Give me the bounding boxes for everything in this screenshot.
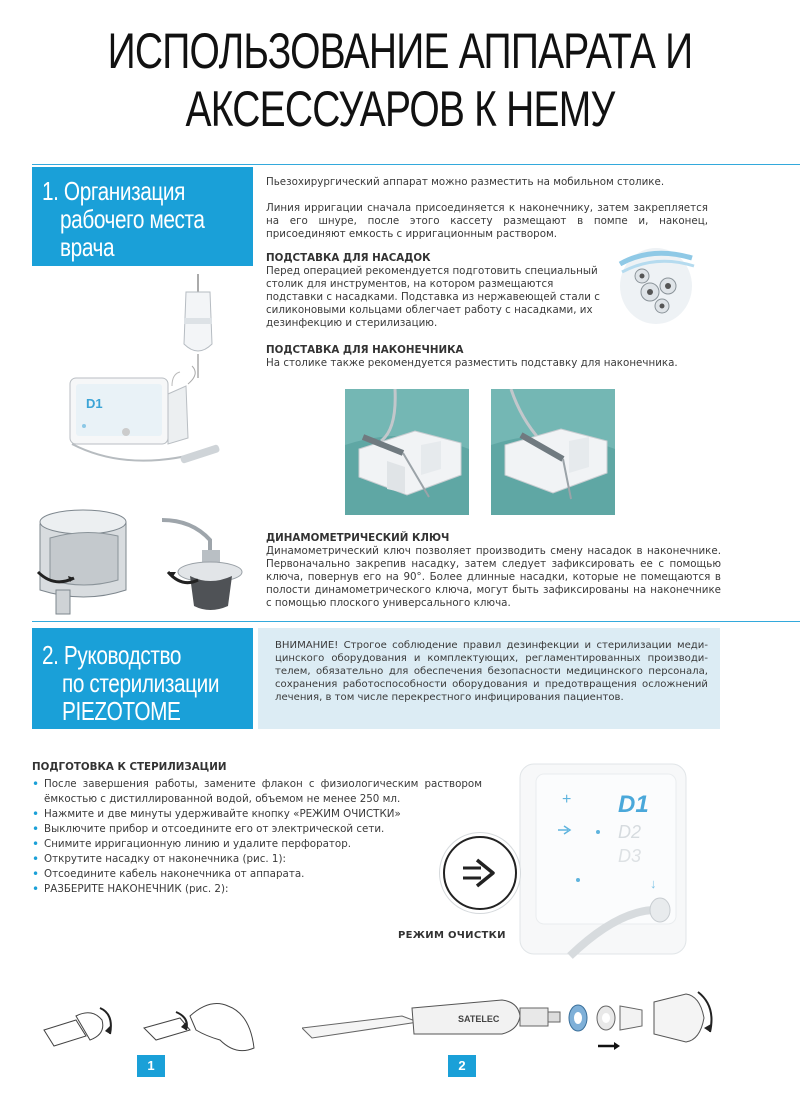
panel-screen-d1: D1 [618, 791, 649, 818]
fig-2-image [302, 978, 722, 1056]
section-2-heading-line-1: 2. Руководство [42, 640, 182, 670]
tip-stand-image [612, 236, 696, 328]
handpiece-stand-text: На столике также рекомендуется разместить подставку для наконечника. [266, 357, 678, 369]
plus-icon: + [562, 791, 572, 808]
device-screen-label: D1 [86, 396, 103, 411]
list-item: • Снимите ирригационную линию и удалите перфоратор. [32, 837, 482, 852]
handpiece-stand-photo-1 [345, 389, 469, 515]
brand-label: SATELEC [458, 1014, 500, 1024]
tips-stand-title: ПОДСТАВКА ДЛЯ НАСАДОК [266, 252, 431, 264]
fig-2-badge: 2 [448, 1055, 476, 1077]
fig-1-image [40, 990, 270, 1060]
list-item: • Отсоедините кабель наконечника от аппарата. [32, 867, 482, 882]
handpiece-stand-title: ПОДСТАВКА ДЛЯ НАКОНЕЧНИКА [266, 344, 464, 356]
panel-screen-d2: D2 [618, 822, 642, 842]
wrench-block [266, 532, 721, 610]
section-2-heading-line-3: PIEZOTOME [62, 696, 181, 726]
intro-text: Пьезохирургический аппарат можно разместить на мобильном столике. [266, 176, 665, 188]
divider [32, 621, 800, 622]
handpiece-stand-photo-2 [491, 389, 615, 515]
piezo-device-image [60, 274, 250, 484]
tip-wrench-image [152, 510, 248, 614]
wrench-image [34, 502, 134, 620]
handpiece-stand-block [266, 344, 706, 370]
list-item: • Выключите прибор и отсоедините его от электрической сети. [32, 822, 482, 837]
page-title-line-1: ИСПОЛЬЗОВАНИЕ АППАРАТА И [107, 23, 693, 79]
page-title-line-2: АКСЕССУАРОВ К НЕМУ [185, 81, 615, 137]
page-title [88, 22, 712, 138]
wrench-text: Динамометрический ключ позволяет производить смену насадок в наконечнике. Первоначально закрепив насадку, затем следует зафиксировать ее с помощью ключа, повернув его на 90°. Более длинные насадки, которые не помещаются в полости динамометрического ключа, могут быть зафиксированы на наконечнике с помощью плоского универсального ключа. [266, 545, 721, 609]
prep-title: ПОДГОТОВКА К СТЕРИЛИЗАЦИИ [32, 761, 227, 773]
section-1-heading-line-3: врача [60, 232, 115, 262]
section-1-heading-line-1: 1. Организация [42, 176, 185, 206]
tips-stand-text: Перед операцией рекомендуется подготовить специальный столик для инструментов, на котором размещаются подставки с насадками. Подставка из нержавеющей стали с силиконовыми кольцами облегчает работу с насадками, их дезинфекцию и стерилизацию. [266, 265, 600, 329]
list-item: • После завершения работы, замените флакон с физиологическим раствором ёмкостью с дистиллированной водой, объемом не менее 250 мл. [32, 777, 482, 807]
device-panel-image [510, 760, 690, 960]
arrow-down-icon: ↓ [650, 876, 657, 891]
list-item: • Открутите насадку от наконечника (рис. 1): [32, 852, 482, 867]
cleaning-mode-icon [443, 836, 517, 910]
list-item: • Нажмите и две минуты удерживайте кнопку «РЕЖИМ ОЧИСТКИ» [32, 807, 482, 822]
panel-screen-d3: D3 [618, 846, 642, 866]
warning-text: ВНИМАНИЕ! Строгое соблюдение правил дезинфекции и стерилизации меди-цинского оборудования и комплектующих, регламентированных производи-телем, обязательно для обеспечения безопасности медицинского персонала, сохранения работоспособности оборудования и предотвращения осложнений лечения, в том числе перекрестного инфицирования пациентов. [275, 640, 708, 703]
tips-stand-block [266, 252, 606, 330]
divider [32, 164, 800, 165]
section-2-heading-line-2: по стерилизации [62, 668, 220, 698]
prep-steps-list [32, 777, 482, 897]
fig-1-badge: 1 [137, 1055, 165, 1077]
section-1-heading [32, 167, 253, 266]
list-item: • РАЗБЕРИТЕ НАКОНЕЧНИК (рис. 2): [32, 882, 482, 897]
wrench-title: ДИНАМОМЕТРИЧЕСКИЙ КЛЮЧ [266, 532, 450, 544]
warning-box [258, 628, 720, 729]
section-2-heading [32, 628, 253, 729]
irrigation-text: Линия ирригации сначала присоединяется к наконечнику, затем закрепляется на его шнуре, после этого кассету размещают в помпе и, наконец, присоединяют емкость с ирригационным раствором. [266, 202, 708, 240]
section-1-heading-line-2: рабочего места [60, 204, 205, 234]
cleaning-mode-caption: РЕЖИМ ОЧИСТКИ [398, 930, 506, 941]
